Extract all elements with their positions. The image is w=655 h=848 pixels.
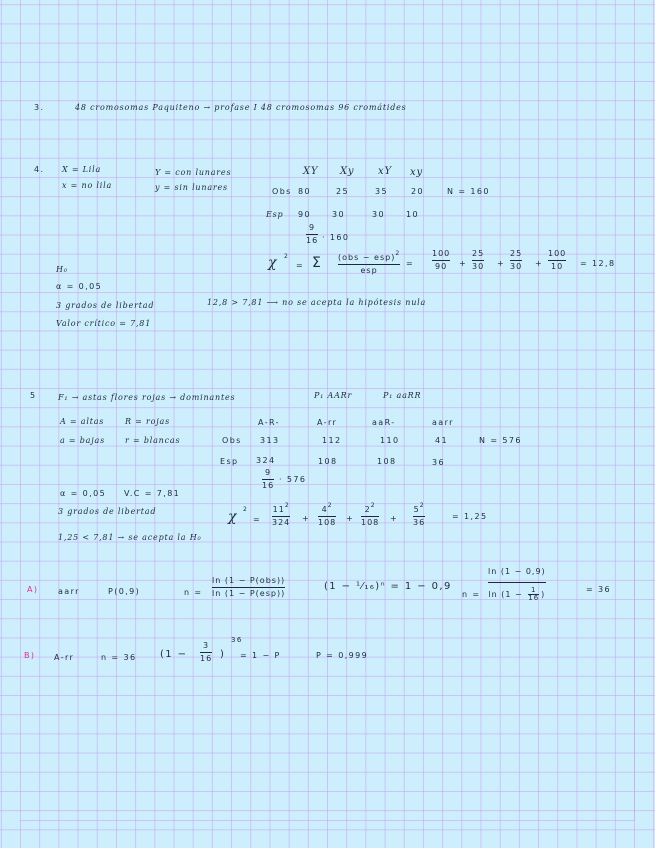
p5-conclusion: 1,25 < 7,81 → se acepta la H₀ bbox=[58, 533, 202, 542]
term-numerator: 11 bbox=[272, 505, 285, 514]
part-b-p-result: P = 0,999 bbox=[316, 651, 369, 660]
def-x-nolila: x = no lila bbox=[62, 181, 113, 190]
p4-plus-2: + bbox=[497, 259, 506, 268]
p5-obs-1: 313 bbox=[260, 436, 280, 445]
p5-p-cross: P₁ AARr bbox=[314, 391, 353, 400]
p5-alpha: α = 0,05 bbox=[60, 489, 107, 498]
term-denominator: 90 bbox=[435, 262, 448, 271]
part-b-fraction bbox=[200, 642, 212, 663]
term-denominator: 30 bbox=[510, 262, 523, 271]
n2-den-a: ln (1 − bbox=[488, 590, 523, 599]
term-denominator: 10 bbox=[551, 262, 564, 271]
p5-header-2: A-rr bbox=[317, 418, 338, 427]
part-b-genotype: A-rr bbox=[54, 653, 75, 662]
part-b-label: B) bbox=[24, 651, 36, 660]
p5-esp-4: 36 bbox=[432, 458, 445, 467]
term-numerator: 100 bbox=[548, 249, 567, 258]
p5-esp-3: 108 bbox=[377, 457, 397, 466]
p4-esp-1: 90 bbox=[298, 210, 311, 219]
term-numerator: 4 bbox=[321, 505, 328, 514]
def-y-sinlunares: y = sin lunares bbox=[155, 183, 228, 192]
p4-vc: Valor crítico = 7,81 bbox=[56, 319, 152, 328]
p5-esp-calc-rest: · 576 bbox=[279, 475, 307, 484]
chi-numerator: (obs − esp) bbox=[338, 253, 396, 262]
p4-term-3 bbox=[510, 250, 522, 271]
p4-chi-sup: 2 bbox=[284, 253, 290, 260]
square-sup: 2 bbox=[327, 502, 333, 509]
p4-header-2: Xy bbox=[340, 166, 355, 177]
p4-sigma: Σ bbox=[312, 255, 321, 271]
term-denominator: 108 bbox=[361, 518, 380, 527]
p4-obs-2: 25 bbox=[336, 187, 349, 196]
p4-chi-symbol: χ bbox=[268, 255, 277, 271]
term-denominator: 108 bbox=[318, 518, 337, 527]
n-denominator: ln (1 − P(esp)) bbox=[212, 589, 286, 598]
p5-r-rojas: R = rojas bbox=[125, 417, 171, 426]
term-numerator: 2 bbox=[364, 505, 371, 514]
def-x-lila: X = Lila bbox=[62, 165, 102, 174]
p5-term-4 bbox=[413, 503, 425, 527]
p4-esp-calc-rest: · 160 bbox=[322, 233, 350, 242]
p4-term-4 bbox=[548, 250, 566, 271]
p4-plus-3: + bbox=[535, 259, 544, 268]
problem-3-number: 3. bbox=[34, 103, 45, 112]
p5-a-altas: A = altas bbox=[60, 417, 105, 426]
p5-esp-calc-fraction bbox=[262, 469, 274, 490]
p4-esp-calc-fraction bbox=[306, 224, 318, 245]
p5-chi-symbol: χ bbox=[228, 509, 237, 525]
p4-esp-2: 30 bbox=[332, 210, 345, 219]
p4-header-1: XY bbox=[303, 166, 319, 177]
def-y-lunares: Y = con lunares bbox=[155, 168, 232, 177]
term-numerator: 25 bbox=[472, 249, 485, 258]
part-a-genotype: aarr bbox=[58, 587, 80, 596]
p5-chi-sup: 2 bbox=[243, 506, 249, 513]
p4-esp-3: 30 bbox=[372, 210, 385, 219]
p5-esp-1: 324 bbox=[256, 456, 276, 465]
p4-term-1 bbox=[432, 250, 450, 271]
p4-header-3: xY bbox=[378, 166, 392, 177]
p5-vc: V.C = 7,81 bbox=[124, 489, 181, 498]
part-a-expression: (1 − ¹⁄₁₆)ⁿ = 1 − 0,9 bbox=[324, 581, 452, 592]
part-a-n-fraction bbox=[212, 577, 285, 598]
p5-a-bajas: a = bajas bbox=[60, 436, 106, 445]
fraction-denominator: 16 bbox=[306, 236, 319, 245]
p4-conclusion: 12,8 > 7,81 ⟶ no se acepta la hipótesis nula bbox=[207, 298, 427, 307]
p5-obs-3: 110 bbox=[380, 436, 400, 445]
p5-n-total: N = 576 bbox=[479, 436, 522, 445]
p4-chi-fraction bbox=[338, 251, 400, 275]
n2-den-b: ) bbox=[541, 590, 546, 599]
p4-obs-4: 20 bbox=[411, 187, 424, 196]
p5-result: = 1,25 bbox=[452, 512, 488, 521]
p4-chi-eq: = bbox=[296, 261, 305, 270]
term-denominator: 30 bbox=[472, 262, 485, 271]
part-a-prob: P(0,9) bbox=[108, 587, 141, 596]
p4-alpha: α = 0,05 bbox=[56, 282, 103, 291]
p4-obs-3: 35 bbox=[375, 187, 388, 196]
part-b-rest: = 1 − P bbox=[240, 651, 281, 660]
p5-obs-4: 41 bbox=[435, 436, 448, 445]
b-frac-den: 16 bbox=[200, 654, 213, 663]
square-sup: 2 bbox=[370, 502, 376, 509]
term-numerator: 5 bbox=[413, 505, 420, 514]
fraction-numerator: 9 bbox=[265, 468, 272, 477]
square-sup: 2 bbox=[419, 502, 425, 509]
chi-denominator: esp bbox=[360, 266, 378, 275]
p5-term-2 bbox=[318, 503, 336, 527]
problem-3-answer: 48 cromosomas Paquiteno → profase I 48 cromosomas 96 cromátides bbox=[75, 103, 407, 112]
chi-numerator-sup: 2 bbox=[395, 250, 401, 257]
b-frac-num: 3 bbox=[203, 641, 210, 650]
p5-r-blancas: r = blancas bbox=[125, 436, 181, 445]
p5-plus-1: + bbox=[302, 514, 311, 523]
p5-header-3: aaR- bbox=[372, 418, 396, 427]
p4-h0: H₀ bbox=[56, 265, 68, 274]
p4-header-4: xy bbox=[410, 167, 423, 178]
p4-result: = 12,8 bbox=[580, 259, 616, 268]
p4-gl: 3 grados de libertad bbox=[56, 301, 155, 310]
fraction-numerator: 9 bbox=[309, 223, 316, 232]
part-a-n-eq2: n = bbox=[462, 590, 481, 599]
p5-term-3 bbox=[361, 503, 379, 527]
p5-esp-label: Esp bbox=[220, 457, 239, 466]
problem-5-number: 5 bbox=[30, 391, 37, 400]
p5-p-cross2: P₁ aaRR bbox=[383, 391, 422, 400]
p4-obs-1: 80 bbox=[298, 187, 311, 196]
p5-header-4: aarr bbox=[432, 418, 454, 427]
p5-gl: 3 grados de libertad bbox=[58, 507, 157, 516]
n2-numerator: ln (1 − 0,9) bbox=[488, 567, 546, 576]
n-numerator: ln (1 − P(obs)) bbox=[212, 576, 286, 585]
p4-term-2 bbox=[472, 250, 484, 271]
p5-chi-eq: = bbox=[253, 515, 262, 524]
p5-term-1 bbox=[272, 503, 290, 527]
n2-den-frac-den: 16 bbox=[528, 594, 540, 602]
term-denominator: 324 bbox=[272, 518, 291, 527]
fraction-denominator: 16 bbox=[262, 481, 275, 490]
term-denominator: 36 bbox=[413, 518, 426, 527]
part-a-n2-fraction bbox=[488, 568, 546, 602]
p4-esp-4: 10 bbox=[406, 210, 419, 219]
p4-n-total: N = 160 bbox=[447, 187, 490, 196]
term-numerator: 25 bbox=[510, 249, 523, 258]
part-a-result: = 36 bbox=[586, 585, 612, 594]
part-b-open: (1 − bbox=[160, 649, 188, 660]
part-b-close: ) bbox=[220, 649, 226, 660]
part-a-label: A) bbox=[27, 585, 39, 594]
p4-eq2: = bbox=[406, 259, 415, 268]
p4-esp-label: Esp bbox=[266, 210, 284, 219]
square-sup: 2 bbox=[284, 502, 290, 509]
part-b-exp: 36 bbox=[231, 636, 243, 644]
part-a-n-eq: n = bbox=[184, 588, 203, 597]
p4-plus-1: + bbox=[459, 259, 468, 268]
p4-obs-label: Obs bbox=[272, 187, 292, 196]
term-numerator: 100 bbox=[432, 249, 451, 258]
p5-obs-2: 112 bbox=[322, 436, 342, 445]
p5-obs-label: Obs bbox=[222, 436, 242, 445]
p5-esp-2: 108 bbox=[318, 457, 338, 466]
p5-header-1: A-R- bbox=[258, 418, 280, 427]
p5-f1: F₁ → astas flores rojas → dominantes bbox=[58, 393, 236, 402]
part-b-n: n = 36 bbox=[101, 653, 137, 662]
p5-plus-2: + bbox=[346, 514, 355, 523]
problem-4-number: 4. bbox=[34, 165, 45, 174]
n2-den-frac-num: 1 bbox=[530, 586, 537, 594]
p5-plus-3: + bbox=[390, 514, 399, 523]
